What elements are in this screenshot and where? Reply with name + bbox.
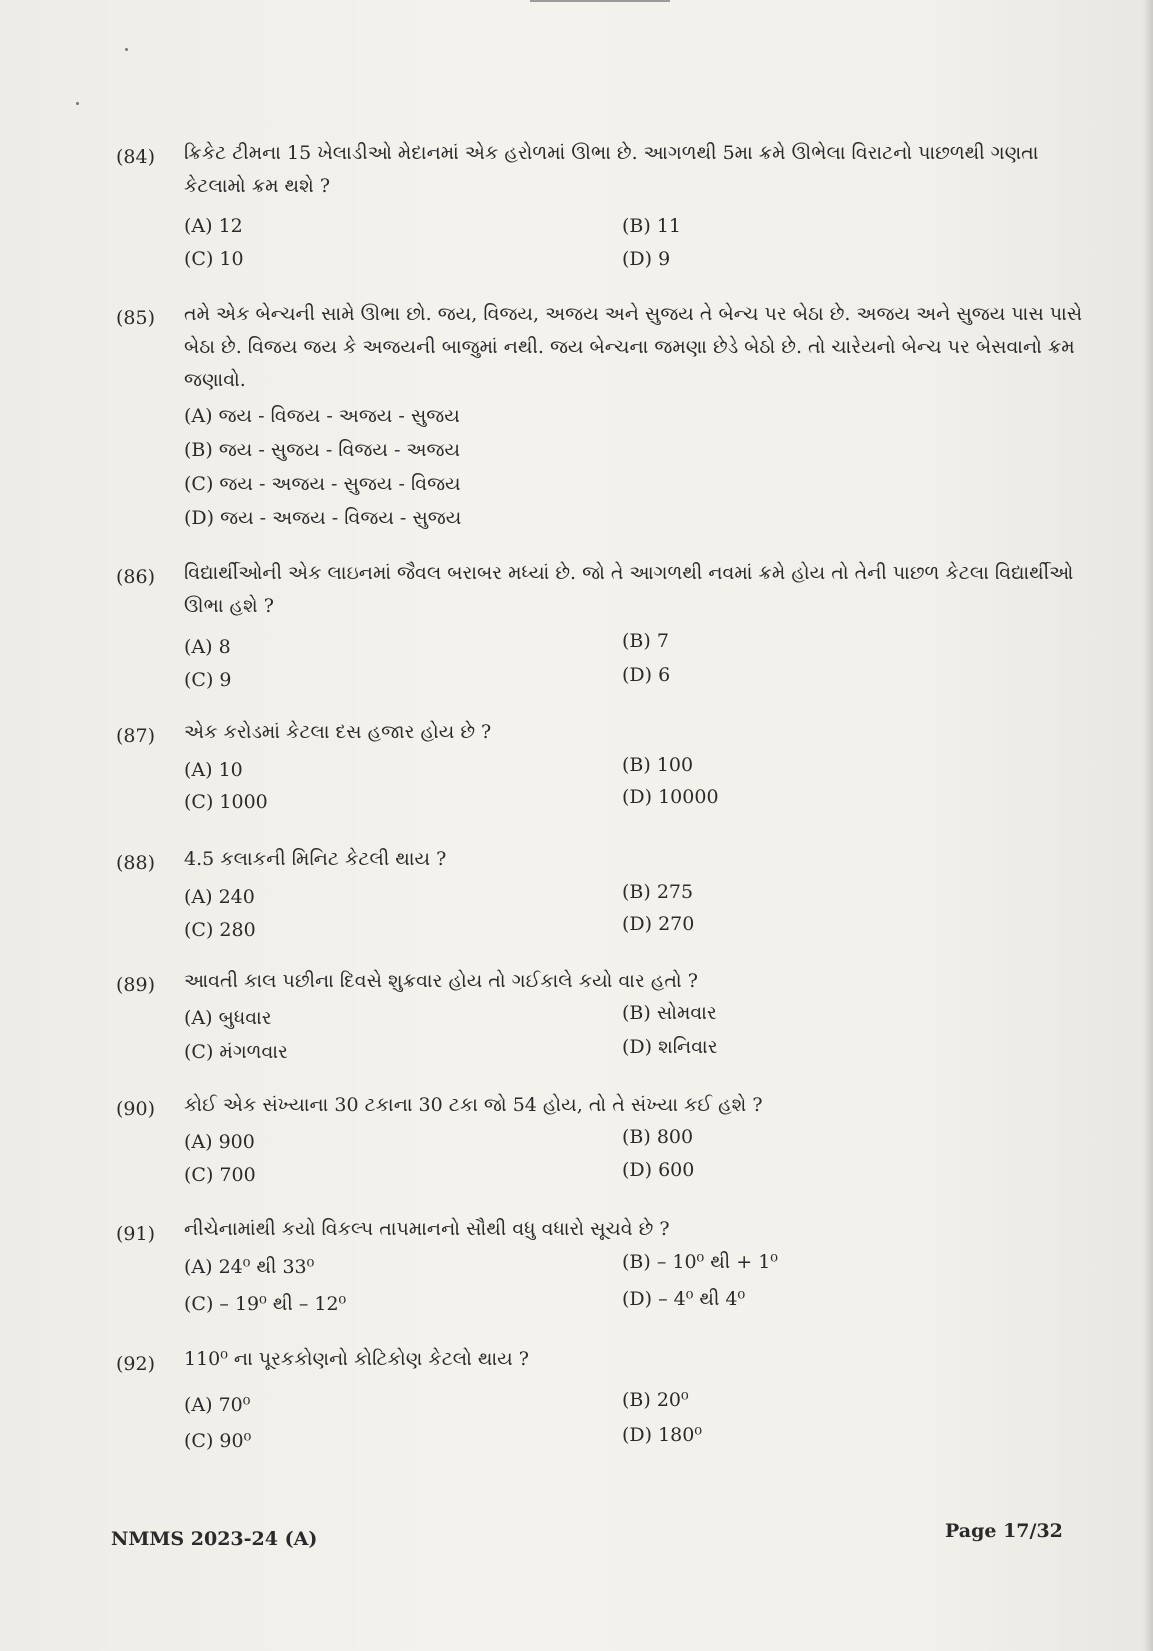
question-text: ક્રિકેટ ટીમના 15 ખેલાડીઓ મેદાનમાં એક હરોળમાં ઊભા છે. આગળથી 5મા ક્રમે ઊભેલા વિરાટનો પાછળથી ગણતા કેટલામો ક્રમ થશે ? — [184, 142, 1039, 197]
option-a: (A) 10 — [184, 759, 243, 781]
option-c: (C) મંગળવાર — [184, 1041, 288, 1063]
option-c: (C) 9 — [184, 669, 232, 691]
question-number: (84) — [116, 146, 156, 168]
scan-speck — [125, 48, 128, 51]
option-a: (A) બુધવાર — [184, 1007, 272, 1029]
question-text: આવતી કાલ પછીના દિવસે શુક્રવાર હોય તો ગઈકાલે કયો વાર હતો ? — [184, 970, 698, 992]
scan-speck — [76, 102, 79, 105]
option-b: (B) 20⁰ — [622, 1389, 689, 1411]
option-d: (D) શનિવાર — [622, 1036, 718, 1058]
question-number: (85) — [116, 307, 156, 329]
option-c: (C) 1000 — [184, 791, 268, 813]
option-d: (D) 9 — [622, 248, 671, 270]
question-text: કોઈ એક સંખ્યાના 30 ટકાના 30 ટકા જો 54 હોય, તો તે સંખ્યા કઈ હશે ? — [184, 1094, 763, 1116]
question-text: 4.5 કલાકની મિનિટ કેટલી થાય ? — [184, 848, 447, 870]
option-a: (A) જય - વિજય - અજય - સુજય — [184, 405, 460, 427]
option-c: (C) 700 — [184, 1164, 256, 1186]
option-c: (C) – 19⁰ થી – 12⁰ — [184, 1293, 347, 1315]
page-number: Page 17/32 — [945, 1520, 1063, 1542]
option-c: (C) જય - અજય - સુજય - વિજય — [184, 473, 461, 495]
option-a: (A) 24⁰ થી 33⁰ — [184, 1256, 315, 1278]
question-text: નીચેનામાંથી કયો વિકલ્પ તાપમાનનો સૌથી વધુ વધારો સૂચવે છે ? — [184, 1218, 670, 1240]
option-a: (A) 70⁰ — [184, 1394, 251, 1416]
option-d: (D) – 4⁰ થી 4⁰ — [622, 1288, 746, 1310]
option-c: (C) 280 — [184, 919, 256, 941]
option-d: (D) 180⁰ — [622, 1424, 702, 1446]
option-b: (B) 275 — [622, 881, 694, 903]
option-a: (A) 8 — [184, 636, 231, 658]
option-c: (C) 90⁰ — [184, 1430, 252, 1452]
option-d: (D) 270 — [622, 913, 695, 935]
option-d: (D) 600 — [622, 1159, 695, 1181]
page-edge-shadow — [1143, 0, 1153, 1651]
option-b: (B) 7 — [622, 630, 669, 652]
option-c: (C) 10 — [184, 248, 244, 270]
option-a: (A) 12 — [184, 215, 243, 237]
question-number: (91) — [116, 1223, 156, 1245]
question-text: 110⁰ ના પૂરકકોણનો કોટિકોણ કેટલો થાય ? — [184, 1348, 529, 1370]
question-number: (87) — [116, 725, 156, 747]
option-a: (A) 900 — [184, 1131, 255, 1153]
option-b: (B) જય - સુજય - વિજય - અજય — [184, 439, 461, 461]
option-d: (D) 10000 — [622, 786, 719, 808]
exam-code: NMMS 2023-24 (A) — [111, 1528, 318, 1550]
option-a: (A) 240 — [184, 886, 255, 908]
question-number: (89) — [116, 974, 156, 996]
option-d: (D) જય - અજય - વિજય - સુજય — [184, 507, 462, 529]
question-number: (88) — [116, 852, 156, 874]
question-text: વિદ્યાર્થીઓની એક લાઇનમાં જૈવલ બરાબર મધ્યાં છે. જો તે આગળથી નવમાં ક્રમે હોય તો તેની પાછળ કેટલા વિદ્યાર્થીઓ ઊભા હશે ? — [184, 562, 1074, 617]
question-number: (92) — [116, 1353, 156, 1375]
top-edge-line — [530, 0, 670, 2]
option-b: (B) – 10⁰ થી + 1⁰ — [622, 1251, 778, 1273]
question-text: એક કરોડમાં કેટલા દસ હજાર હોય છે ? — [184, 721, 492, 743]
option-d: (D) 6 — [622, 664, 671, 686]
option-b: (B) સોમવાર — [622, 1002, 717, 1024]
option-b: (B) 100 — [622, 754, 694, 776]
question-number: (86) — [116, 566, 156, 588]
question-number: (90) — [116, 1098, 156, 1120]
question-text: તમે એક બેન્ચની સામે ઊભા છો. જય, વિજય, અજય અને સુજય તે બેન્ચ પર બેઠા છે. અજય અને સુજય પાસ પાસે બેઠા છે. વિજય જય કે અજયની બાજુમાં નથી. જય બેન્ચના જમણા છેડે બેઠો છે. તો ચારેયનો બેન્ચ પર બેસવાનો ક્રમ જણાવો. — [184, 303, 1083, 391]
option-b: (B) 11 — [622, 215, 682, 237]
option-b: (B) 800 — [622, 1126, 694, 1148]
